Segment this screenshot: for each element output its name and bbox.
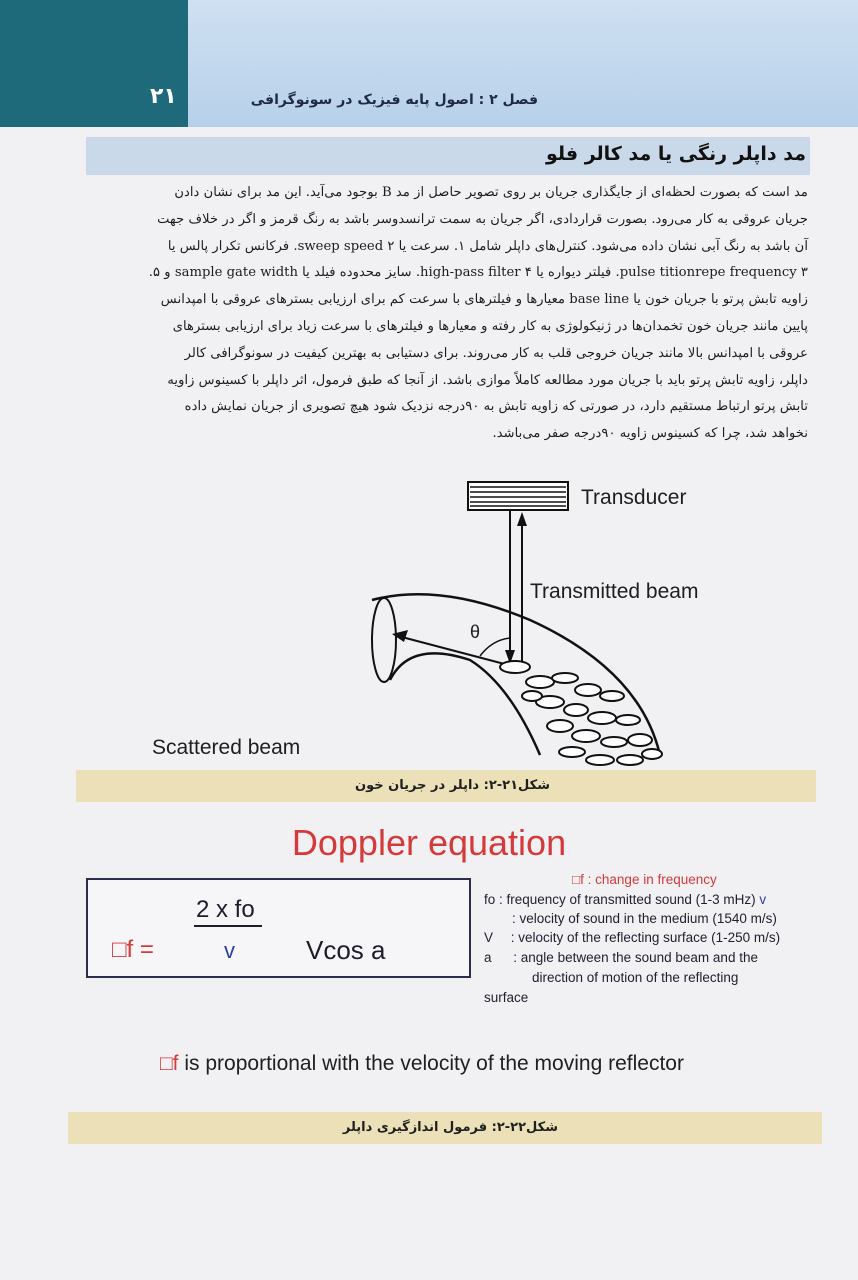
- transducer-label: Transducer: [581, 486, 687, 509]
- legend-line: [484, 930, 780, 945]
- fraction-bar: [194, 925, 262, 927]
- figure1-caption: شکل۲۱-۲: داپلر در جریان خون: [355, 778, 550, 793]
- transmitted-beam-label: Transmitted beam: [530, 580, 699, 603]
- paragraph-line: پایین مانند جریان خون تخمدان‌ها در ژنیکولوژی به کار رفته و معیارها و فیلترهای با سرعت زیاد برای ارزیابی بسترهای: [172, 318, 808, 334]
- paragraph-line: pulse titionrepe frequency ۳. فیلتر دیواره یا high-pass filter ۴. سایز محدوده فیلد یا sample gate width و ۵.: [148, 265, 808, 281]
- legend-text: a: [484, 950, 492, 965]
- figure2-caption: شکل۲۲-۲: فرمول اندازگیری داپلر: [342, 1120, 558, 1135]
- vessel-outline: [372, 594, 660, 755]
- legend-text: fo : frequency of transmitted sound (1-3 mHz): [484, 892, 756, 907]
- legend-text: v: [759, 892, 767, 907]
- transmitted-beam-arrows: [505, 510, 527, 664]
- paragraph-line: جریان عروقی به کار می‌رود. بصورت قراردادی، اگر جریان به سمت ترانسدوسر باشد به رنگ قرمز و اگر در خلاف جهت: [157, 211, 808, 227]
- statement-text: is proportional with the velocity of the moving reflector: [184, 1052, 684, 1075]
- angle-arc: [480, 638, 510, 656]
- scattered-beam-label: Scattered beam: [152, 736, 301, 759]
- transducer-icon: [468, 482, 568, 510]
- legend-line: surface: [484, 990, 529, 1005]
- legend-line: [484, 892, 766, 907]
- equation-denominator: v: [224, 938, 235, 963]
- running-header: فصل ۲ : اصول پایه فیزیک در سونوگرافی: [250, 92, 538, 108]
- section-title: مد داپلر رنگی یا مد کالر فلو: [546, 143, 806, 165]
- paragraph-line: تابش پرتو ارتباط مستقیم دارد، در صورتی که زاویه تابش به ۹۰درجه نزدیک شود هیچ تصویری از جریان نمایش داده: [184, 399, 808, 415]
- legend-line: : velocity of sound in the medium (1540 m/s): [512, 911, 777, 926]
- paragraph-line: نخواهد شد، چرا که کسینوس زاویه ۹۰درجه صفر می‌باشد.: [492, 426, 808, 442]
- legend-line: direction of motion of the reflecting: [532, 970, 739, 985]
- statement-symbol: □f: [160, 1052, 179, 1075]
- paragraph-line: داپلر، زاویه تابش پرتو باید با جریان مورد مطالعه کاملاً موازی باشد. از آنجا که طبق فرمول، اثر داپلر با کسینوس زاویه: [167, 372, 808, 388]
- body-paragraph: [90, 180, 808, 448]
- equation-numerator: 2 x fo: [196, 896, 255, 923]
- paragraph-line: عروقی با امپدانس بالا مانند جریان خروجی قلب به کار می‌روند. برای دستیابی به بهترین کیفیت در سونوگرافی کالر: [184, 345, 808, 361]
- paragraph-line: زاویه تابش پرتو با جریان خون یا base line معیارها و فیلترهای با سرعت کم برای ارزیابی بسترهای عروقی با امپدانس: [160, 292, 808, 308]
- page-number: ۲۱: [150, 84, 177, 109]
- legend-line: [484, 950, 758, 965]
- legend-text: : velocity of the reflecting surface (1-250 m/s): [510, 930, 781, 945]
- paragraph-line: مد است که بصورت لحظه‌ای از جایگذاری جریان بر روی تصویر حاصل از مد B بوجود می‌آید. این مد برای نشان دادن: [174, 185, 808, 200]
- legend-line: □f : change in frequency: [572, 872, 717, 887]
- equation-lhs: □f =: [112, 936, 154, 963]
- blood-cells: [500, 661, 662, 765]
- scattered-beam-arrow: [392, 630, 512, 666]
- paragraph-line: آن باشد به رنگ آبی نشان داده می‌شود. کنترل‌های داپلر شامل ۱. سرعت یا sweep speed ۲. فرکانس تکرار پالس یا: [167, 238, 808, 254]
- legend-text: V: [484, 930, 494, 945]
- equation-box: [86, 878, 471, 978]
- doppler-equation-title: Doppler equation: [291, 822, 567, 863]
- proportional-statement: [160, 1052, 684, 1076]
- equation-cos-term: Vcos a: [306, 935, 386, 965]
- legend-text: : angle between the sound beam and the: [513, 950, 758, 965]
- theta-label: θ: [470, 622, 481, 642]
- doppler-diagram: [140, 470, 780, 770]
